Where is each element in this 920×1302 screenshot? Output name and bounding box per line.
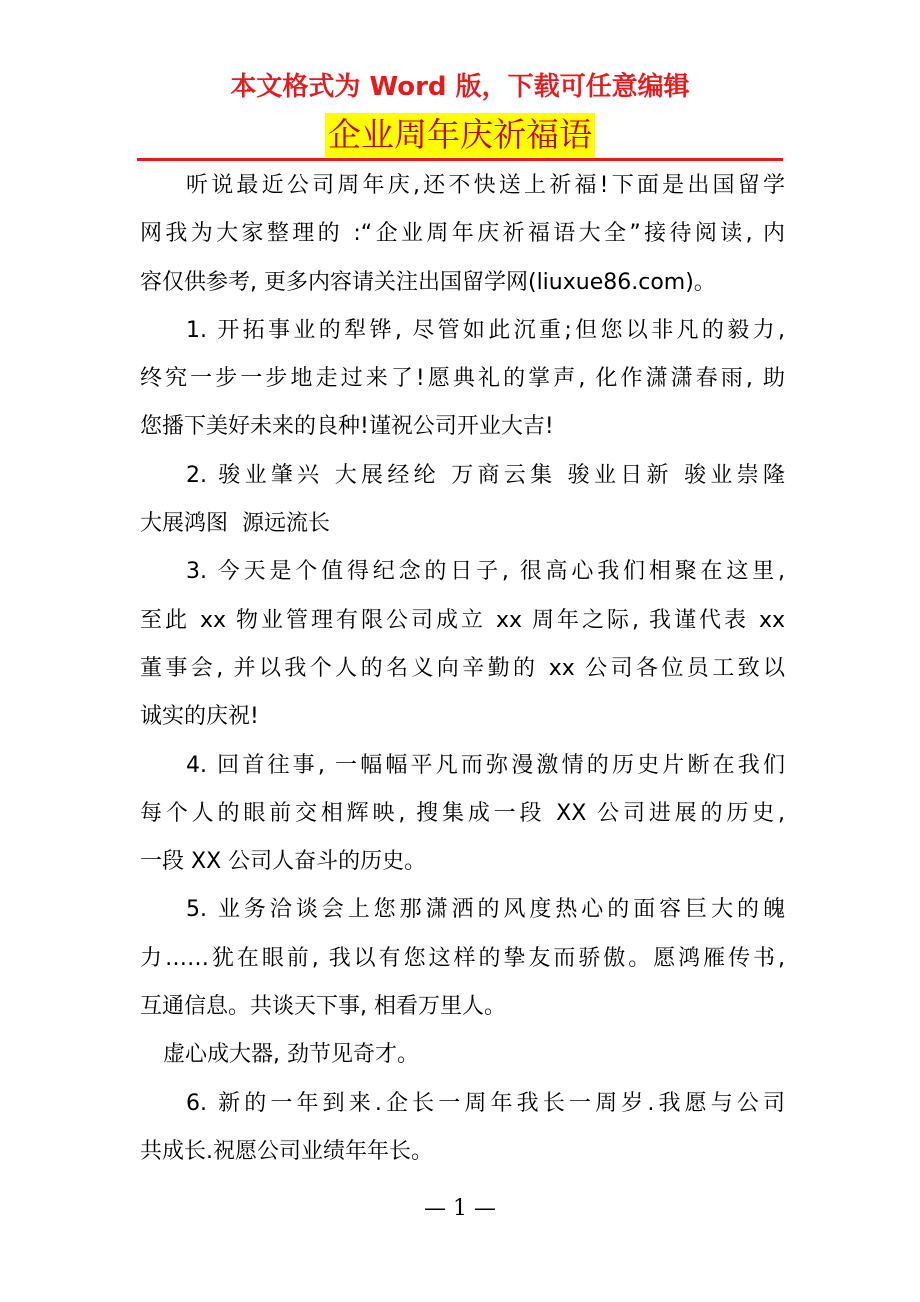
paragraph-item-5 — [140, 886, 785, 1031]
text-line: 3. 今天是个值得纪念的日子, 很高心我们相聚在这里, — [186, 559, 785, 585]
text-line: 董事会, 并以我个人的名义向辛勤的 xx 公司各位员工致以 — [140, 655, 785, 681]
text-line: 每个人的眼前交相辉映, 搜集成一段 XX 公司进展的历史, — [140, 800, 785, 826]
text-line: 共成长.祝愿公司业绩年年长。 — [140, 1138, 433, 1164]
text-line: 网我为大家整理的 :“企业周年庆祈福语大全”接待阅读, 内 — [140, 221, 785, 247]
document-title: 企业周年庆祈福语 — [325, 113, 595, 157]
text-line: 一段 XX 公司人奋斗的历史。 — [140, 849, 427, 875]
title-divider — [137, 158, 783, 161]
paragraph-item-2 — [140, 452, 785, 549]
text-line: 大展鸿图 源远流长 — [140, 511, 330, 537]
text-line: 至此 xx 物业管理有限公司成立 xx 周年之际, 我谨代表 xx — [140, 607, 785, 633]
paragraph-item-3 — [140, 548, 785, 741]
title-container — [0, 113, 920, 157]
text-line: 终究一步一步地走过来了!愿典礼的掌声, 化作潇潇春雨, 助 — [140, 366, 785, 392]
paragraph-item-6 — [140, 1080, 785, 1177]
text-line: 虚心成大器, 劲节见奇才。 — [163, 1042, 419, 1068]
text-line: 互通信息。共谈天下事, 相看万里人。 — [140, 994, 506, 1020]
paragraph-item-1 — [140, 307, 785, 452]
document-body — [140, 162, 785, 1176]
text-line: 您播下美好未来的良种!谨祝公司开业大吉! — [140, 414, 554, 440]
format-notice: 本文格式为 Word 版，下载可任意编辑 — [230, 72, 690, 102]
text-line: 6. 新的一年到来.企长一周年我长一周岁.我愿与公司 — [186, 1090, 785, 1116]
paragraph-item-4 — [140, 742, 785, 887]
text-line: 听说最近公司周年庆,还不快送上祈福!下面是出国留学 — [186, 173, 785, 198]
text-line: 力……犹在眼前, 我以有您这样的挚友而骄傲。愿鸿雁传书, — [140, 945, 785, 971]
text-line: 5. 业务洽谈会上您那潇洒的风度热心的面容巨大的魄 — [186, 897, 785, 923]
text-line: 4. 回首往事, 一幅幅平凡而弥漫激情的历史片断在我们 — [186, 752, 785, 778]
text-line: 容仅供参考, 更多内容请关注出国留学网(liuxue86.com)。 — [140, 269, 716, 295]
text-line: 1. 开拓事业的犁铧, 尽管如此沉重;但您以非凡的毅力, — [186, 317, 785, 343]
paragraph-motto — [140, 1031, 785, 1079]
paragraph-intro — [140, 162, 785, 307]
page-number: — 1 — — [424, 1196, 496, 1221]
text-line: 2. 骏业肇兴 大展经纶 万商云集 骏业日新 骏业崇隆 — [186, 462, 785, 488]
text-line: 诚实的庆祝! — [140, 704, 259, 730]
